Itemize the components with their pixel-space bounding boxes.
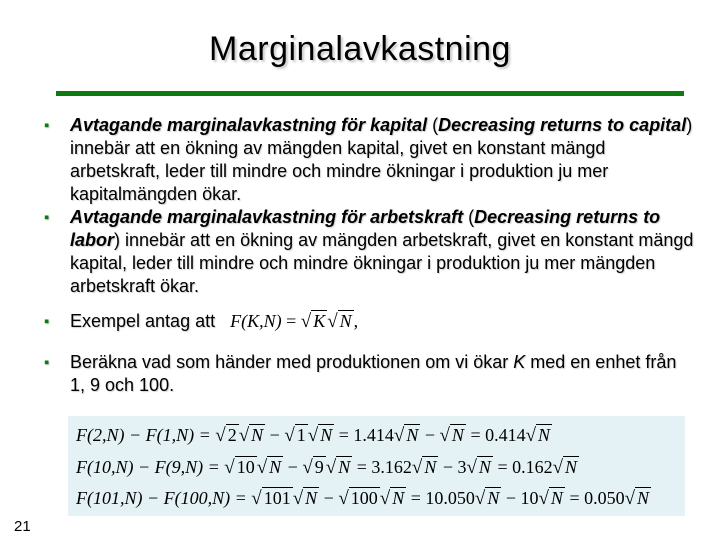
sqrt-n: √ N <box>307 425 333 446</box>
sqrt-term: √ 2 <box>215 425 237 446</box>
bullet-paren: ( <box>427 115 439 135</box>
sqrt-k: √ K <box>300 311 326 332</box>
square-bullet-icon: ▪ <box>44 354 50 371</box>
square-bullet-icon: ▪ <box>44 117 50 134</box>
equation-row: F(2,N) − F(1,N) = √ 2 √ N − √ 1 √ N = 1.414√ N − √ N = 0.414√ N <box>76 420 552 450</box>
formula-lhs: F(K,N) <box>230 311 282 331</box>
sqrt-n: √ N <box>552 457 578 478</box>
sqrt-term: √ 9 <box>302 457 324 478</box>
radicand: 101 <box>263 488 291 508</box>
bullet-english-term: Decreasing returns to capital <box>438 115 687 135</box>
radicand: 9 <box>314 457 324 477</box>
radicand-n: N <box>406 425 419 445</box>
equation-lhs: F(101,N) − F(100,N) = <box>76 488 252 508</box>
bullet-labor <box>44 206 694 298</box>
equation-box <box>68 416 685 516</box>
bullet-english-term: Decreasing returns to labor <box>70 207 661 250</box>
equation-row: F(101,N) − F(100,N) = √ 101 √ N − √ 100 √ N = 10.050√ N − 10√ N = 0.050√ N <box>76 483 651 513</box>
bullet-compute <box>44 351 694 397</box>
radicand-n: N <box>478 457 491 477</box>
page-number: 21 <box>14 518 31 535</box>
coefficient: 3 <box>457 457 467 477</box>
sqrt-term: √ 100 <box>338 488 378 509</box>
radicand-n: N <box>487 488 500 508</box>
square-bullet-icon: ▪ <box>44 209 50 226</box>
bullet-list <box>44 114 694 397</box>
radicand: 10 <box>236 457 255 477</box>
compute-text-end: med en enhet från 1, 9 och 100. <box>70 352 677 395</box>
radicand-n: N <box>338 457 351 477</box>
formula-comma: , <box>353 311 359 331</box>
sqrt-term: √ 1 <box>284 425 306 446</box>
result-coefficient: 0.414 <box>485 425 526 445</box>
radicand-n: N <box>451 425 464 445</box>
coefficient: 10 <box>520 488 539 508</box>
equation-row: F(10,N) − F(9,N) = √ 10 √ N − √ 9 √ N = 3.162√ N − 3√ N = 0.162√ N <box>76 452 579 482</box>
formula-n: N <box>339 311 352 331</box>
bullet-example <box>44 310 694 333</box>
radicand: 1 <box>296 425 306 445</box>
radicand-n: N <box>392 488 405 508</box>
sqrt-term: √ 101 <box>251 488 291 509</box>
radicand: 100 <box>350 488 378 508</box>
coefficient: 3.162 <box>371 457 412 477</box>
radicand-n: N <box>424 457 437 477</box>
sqrt-n: √ N <box>439 425 464 446</box>
sqrt-n: √ N <box>393 425 419 446</box>
result-coefficient: 0.050 <box>584 488 625 508</box>
sqrt-term: √ 10 <box>224 457 255 478</box>
radicand-n: N <box>637 488 650 508</box>
bullet-capital <box>44 114 694 206</box>
formula-equals: = <box>281 311 301 331</box>
sqrt-n: √ N <box>292 488 318 509</box>
sqrt-n: √ N <box>256 457 282 478</box>
formula-k: K <box>313 311 326 331</box>
example-text: Exempel antag att <box>70 311 216 331</box>
sqrt-n: √ N <box>379 488 405 509</box>
title-divider <box>56 91 684 96</box>
sqrt-n: √ N <box>538 488 563 509</box>
result-coefficient: 0.162 <box>512 457 553 477</box>
compute-var: K <box>513 352 526 372</box>
radicand-n: N <box>305 488 318 508</box>
sqrt-n: √ N <box>325 457 351 478</box>
bullet-text: ) innebär att en ökning av mängden arbetskraft, givet en konstant mängd kapital, leder till mindre och mindre ökningar i produktion ju mer mängden arbetskraft ökar. <box>70 230 694 296</box>
square-bullet-icon: ▪ <box>44 313 50 330</box>
sqrt-n: √ N <box>238 425 264 446</box>
bullet-paren: ( <box>463 207 475 227</box>
sqrt-n: √ N <box>411 457 437 478</box>
radicand-n: N <box>565 457 578 477</box>
example-formula <box>220 311 358 331</box>
sqrt-n: √ N <box>624 488 650 509</box>
sqrt-n: √ N <box>327 311 352 332</box>
sqrt-n: √ N <box>525 425 551 446</box>
compute-text: Beräkna vad som händer med produktionen om vi ökar <box>70 352 514 372</box>
coefficient: 1.414 <box>353 425 394 445</box>
slide-title: Marginalavkastning <box>209 30 511 68</box>
bullet-text: ) innebär att en ökning av mängden kapital, givet en konstant mängd arbetskraft, leder till mindre och mindre ökningar i produktion ju mer kapitalmängden ökar. <box>70 115 693 204</box>
equation-lhs: F(2,N) − F(1,N) = <box>76 425 216 445</box>
bullet-emphasis: Avtagande marginalavkastning för kapital <box>70 115 428 135</box>
coefficient: 10.050 <box>425 488 475 508</box>
radicand-n: N <box>320 425 333 445</box>
radicand-n: N <box>251 425 264 445</box>
equation-lhs: F(10,N) − F(9,N) = <box>76 457 225 477</box>
radicand-n: N <box>538 425 551 445</box>
sqrt-n: √ N <box>466 457 491 478</box>
sqrt-n: √ N <box>474 488 500 509</box>
radicand-n: N <box>550 488 563 508</box>
radicand-n: N <box>269 457 282 477</box>
radicand: 2 <box>227 425 237 445</box>
bullet-emphasis: Avtagande marginalavkastning för arbetskraft <box>70 207 464 227</box>
